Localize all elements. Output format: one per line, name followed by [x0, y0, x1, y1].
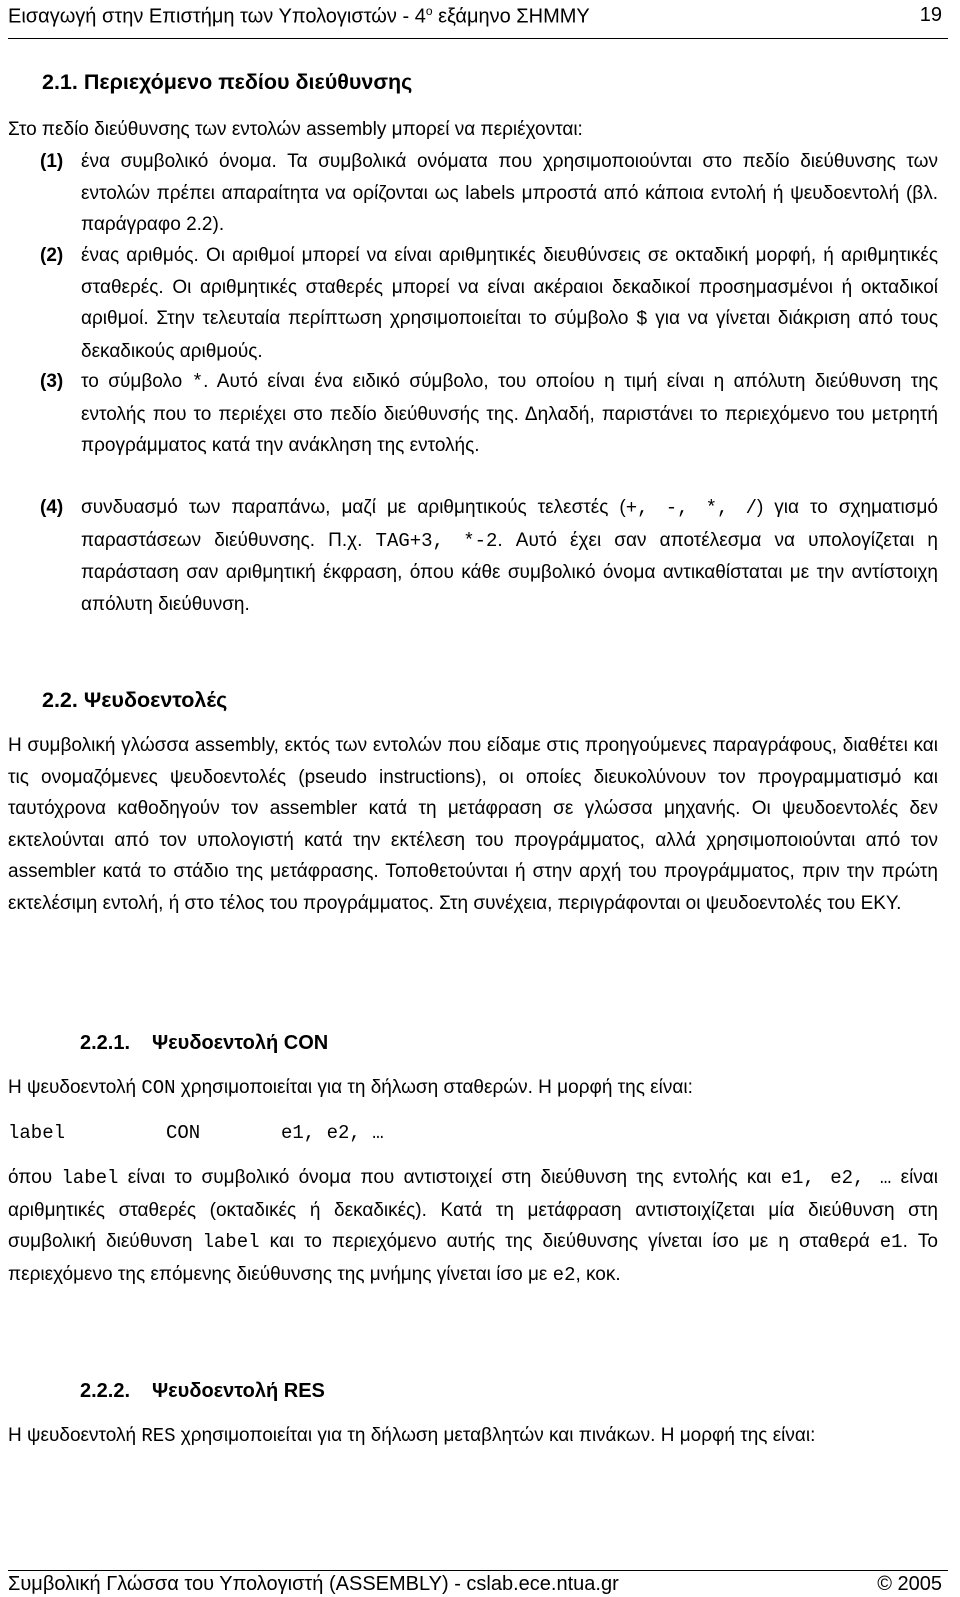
con-paragraph — [8, 1162, 938, 1291]
code-token: e1, e2, … — [780, 1167, 892, 1189]
section-2-1-heading: 2.1. Περιεχόμενο πεδίου διεύθυνσης — [42, 70, 413, 94]
code-token: label — [61, 1167, 119, 1189]
code-token: * — [191, 371, 204, 393]
item-body — [81, 492, 938, 620]
section-number: 2.2.1. — [80, 1032, 131, 1054]
code-token: TAG+3, *-2 — [375, 529, 498, 552]
list-item — [40, 366, 938, 462]
list-item — [40, 240, 938, 367]
text-run: Η ψευδοεντολή — [8, 1077, 142, 1098]
text-run: ένας αριθμός. Οι αριθμοί μπορεί να είναι αριθμητικές διευθύνσεις σε οκταδική μορφή, ή αριθμητικές σταθερές. Οι αριθμητικές σταθερές μπορεί να είναι ακέραιοι δεκαδικοί προσημασμένοι ή οκταδικοί αριθμοί. Στην τελευταία περίπτωση χρησιμοποιείται το σύμβολο — [81, 245, 938, 330]
text-run: συνδυασμό των παραπάνω, μαζί με αριθμητικούς τελεστές ( — [81, 497, 626, 518]
text-run: το σύμβολο — [81, 371, 192, 392]
text-run: χρησιμοποιείται για τη δήλωση μεταβλητών και πινάκων. Η μορφή της είναι: — [175, 1425, 816, 1446]
code-token: label — [202, 1231, 260, 1254]
section-title: Ψευδοεντολή CON — [152, 1032, 329, 1054]
page-footer — [8, 1570, 948, 1597]
text-run: Η ψευδοεντολή — [8, 1425, 142, 1446]
section-title: Ψευδοεντολή RES — [152, 1380, 325, 1402]
list-item — [40, 492, 938, 620]
section-2-2-2-heading — [80, 1380, 325, 1403]
con-lead — [8, 1072, 938, 1105]
text-run: . Αυτό είναι ένα ειδικό σύμβολο, του οποίου η τιμή είναι η απόλυτη διεύθυνση της εντολής που το περιέχει στο πεδίο διεύθυνσής της. Δηλαδή, παριστάνει το περιεχόμενο του μετρητή προγράμματος κατά την ανάκληση της εντολής. — [81, 371, 938, 457]
item-label: (3) — [40, 371, 64, 392]
syntax-op: CON — [166, 1122, 201, 1144]
item-body — [81, 240, 938, 367]
text-run: , κοκ. — [575, 1263, 621, 1285]
section-2-2-heading: 2.2. Ψευδοεντολές — [42, 688, 228, 712]
syntax-label: label — [8, 1122, 66, 1144]
text-run: ) για το σχηματισμό παραστάσεων διεύθυνσης. Π.χ. — [81, 497, 938, 551]
page-header — [8, 0, 948, 39]
code-token: +, -, *, / — [625, 497, 757, 519]
footer-copyright: © 2005 — [877, 1573, 942, 1595]
section-2-2-paragraph: Η συμβολική γλώσσα assembly, εκτός των εντολών που είδαμε στις προηγούμενες παραγράφους, διαθέτει και τις ονομαζόμενες ψευδοεντολές (pseudo instructions), οι οποίες διευκολύνουν τον προγραμματισμό και ταυτόχρονα καθοδηγούν τον assembler κατά τη μετάφραση σε γλώσσα μηχανής. Οι ψευδοεντολές δεν εκτελούνται από τον υπολογιστή κατά την εκτέλεση του προγράμματος, αλλά χρησιμοποιούνται από τον assembler κατά το στάδιο της μετάφρασης. Τοποθετούνται ή στην αρχή του προγράμματος, πριν την πρώτη εκτελέσιμη εντολή, ή στο τέλος του προγράμματος. Στη συνέχεια, περιγράφονται οι ψευδοεντολές του ΕΚΥ. — [8, 735, 938, 914]
footer-text: Συμβολική Γλώσσα του Υπολογιστή (ASSEMBLY) - cslab.ece.ntua.gr — [8, 1573, 619, 1595]
page-number: 19 — [919, 4, 942, 26]
code-token: e1 — [879, 1231, 903, 1254]
item-label: (2) — [40, 245, 64, 266]
text-run: ένα συμβολικό όνομα. Τα συμβολικά ονόματα που χρησιμοποιούνται στο πεδίο διεύθυνσης των εντολών πρέπει απαραίτητα να ορίζονται ως labels μπροστά από κάποια εντολή ή ψευδοεντολή (βλ. παράγραφο 2.2). — [81, 151, 938, 236]
item-label: (4) — [40, 497, 64, 518]
code-token: RES — [141, 1425, 176, 1447]
item-body — [81, 146, 938, 241]
text-run: και το περιεχόμενο αυτής της διεύθυνσης γίνεται ίσο με η σταθερά — [259, 1231, 880, 1253]
syntax-args: e1, e2, … — [281, 1122, 384, 1144]
res-paragraph — [8, 1420, 938, 1453]
code-token: CON — [141, 1077, 176, 1099]
item-label: (1) — [40, 151, 64, 172]
text-run: είναι το συμβολικό όνομα που αντιστοιχεί στη διεύθυνση της εντολής και — [118, 1167, 781, 1188]
text-run: όπου — [8, 1167, 62, 1188]
text-run: χρησιμοποιείται για τη δήλωση σταθερών. Η μορφή της είναι: — [175, 1077, 693, 1098]
item-body — [81, 366, 938, 462]
section-number: 2.2.2. — [80, 1380, 131, 1402]
code-token: e2 — [552, 1263, 576, 1286]
code-token: $ — [636, 308, 648, 331]
header-title: Εισαγωγή στην Επιστήμη των Υπολογιστών - $4^o$ εξάμηνο ΣΗΜΜΥ — [8, 4, 590, 28]
list-item — [40, 146, 938, 241]
text-run: για να γίνεται διάκριση από τους δεκαδικούς αριθμούς. — [81, 308, 938, 362]
text-run: . Το περιεχόμενο της επόμενης διεύθυνσης της μνήμης γίνεται ίσο με — [8, 1231, 938, 1285]
text-run: είναι αριθμητικές σταθερές (οκταδικές ή δεκαδικές). Κατά τη μετάφραση αντιστοιχίζεται μία διεύθυνση στη συμβολική διεύθυνση — [8, 1167, 939, 1253]
section-2-2-1-heading — [80, 1032, 328, 1055]
section-2-1-intro: Στο πεδίο διεύθυνσης των εντολών assembly μπορεί να περιέχονται: — [8, 119, 583, 140]
text-run: . Αυτό έχει σαν αποτέλεσμα να υπολογίζεται η παράσταση σαν αριθμητική έκφραση, όπου κάθε συμβολικό όνομα αντικαθίσταται με την αντίστοιχη απόλυτη διεύθυνση. — [81, 529, 938, 615]
